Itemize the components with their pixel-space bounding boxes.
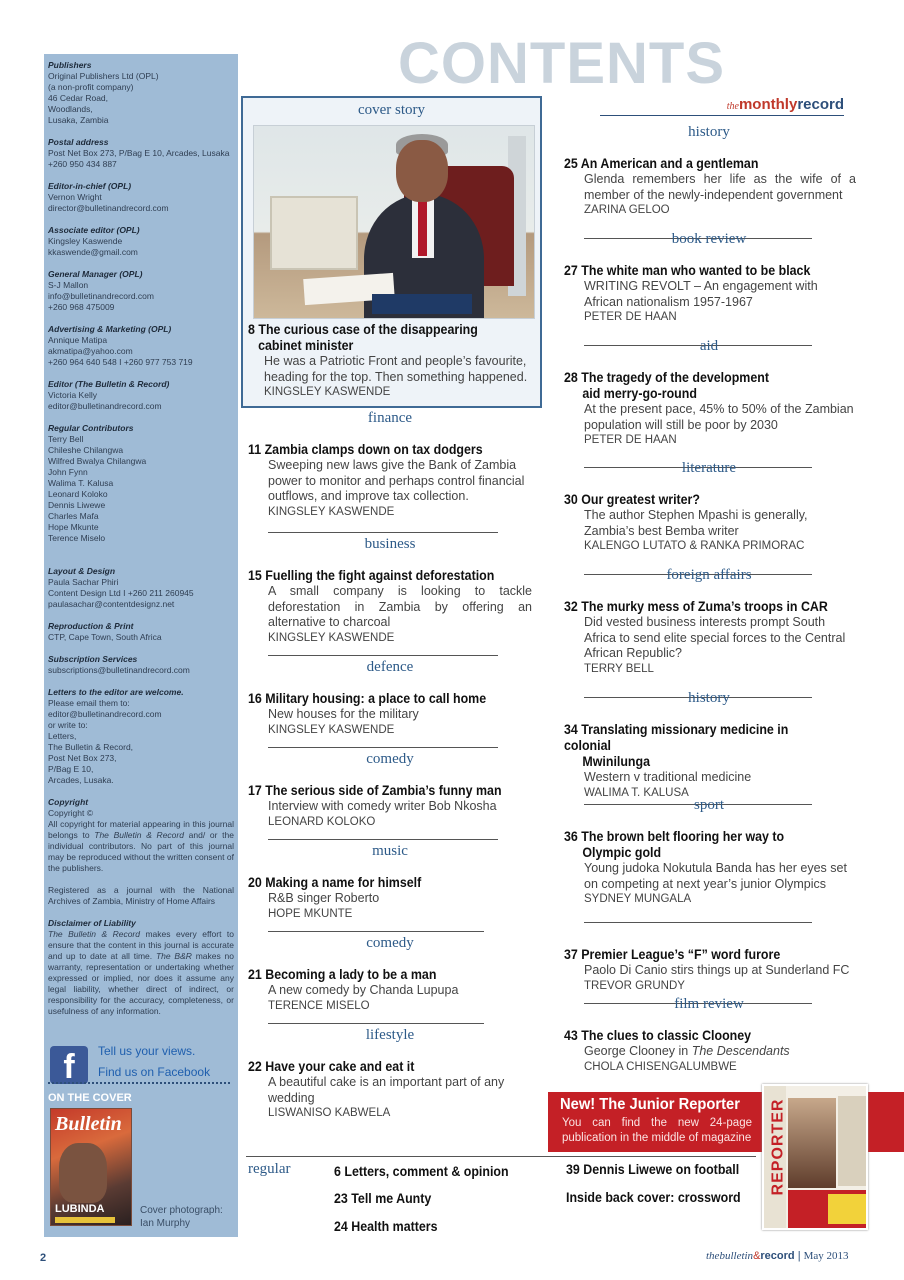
article-title[interactable] bbox=[564, 370, 833, 402]
article-title[interactable] bbox=[564, 156, 833, 172]
footer-brand: thebulletin&record | May 2013 bbox=[706, 1250, 849, 1262]
section-head: business bbox=[364, 536, 416, 552]
sidebar-block-line: editor@bulletinandrecord.com bbox=[48, 709, 162, 719]
article-title[interactable] bbox=[564, 1028, 833, 1044]
section-divider bbox=[268, 532, 498, 533]
section-head: aid bbox=[699, 338, 719, 354]
article-author: ZARINA GELOO bbox=[584, 204, 670, 216]
sidebar-block-line: paulasachar@contentdesignz.net bbox=[48, 599, 175, 609]
article-entry[interactable] bbox=[564, 156, 856, 218]
sidebar-block-line: Vernon Wright bbox=[48, 192, 102, 202]
sidebar-block bbox=[48, 225, 234, 258]
section-head: lifestyle bbox=[365, 1027, 415, 1043]
article-desc: Young judoka Nokutula Banda has her eyes set on competing at next year’s junior Olympics bbox=[584, 861, 847, 891]
sidebar-block-head: General Manager (OPL) bbox=[48, 269, 143, 279]
sidebar-block-line: Paula Sachar Phiri bbox=[48, 577, 119, 587]
article-author: KINGSLEY KASWENDE bbox=[268, 631, 395, 644]
sidebar-block-head: Publishers bbox=[48, 60, 92, 70]
article-desc: Western v traditional medicine bbox=[584, 770, 752, 784]
sidebar-block-line: Leonard Koloko bbox=[48, 489, 108, 499]
copyright-block bbox=[48, 797, 234, 874]
section-head: comedy bbox=[366, 751, 414, 767]
sidebar-block-line: Woodlands, bbox=[48, 104, 93, 114]
regular-item[interactable]: 39 Dennis Liwewe on football bbox=[566, 1162, 740, 1177]
sidebar-block-line: kkaswende@gmail.com bbox=[48, 247, 138, 257]
article-title[interactable] bbox=[564, 599, 833, 615]
sidebar-block-line: S-J Mallon bbox=[48, 280, 89, 290]
article-desc: A small company is looking to tackle deforestation in Zambia by offering an alternative to charcoal bbox=[268, 584, 532, 629]
article-author: PETER DE HAAN bbox=[584, 434, 677, 446]
article-title[interactable]: 20 Making a name for himself bbox=[248, 875, 422, 890]
sidebar-block-line: or write to: bbox=[48, 720, 88, 730]
regular-item[interactable]: 23 Tell me Aunty bbox=[334, 1191, 432, 1206]
sidebar-block-head: Advertising & Marketing (OPL) bbox=[48, 324, 172, 334]
article-title-line[interactable]: 36 The brown belt flooring her way to bbox=[564, 829, 785, 844]
facebook-icon[interactable]: f bbox=[50, 1046, 88, 1084]
article-desc: WRITING REVOLT – An engagement with African nationalism 1957-1967 bbox=[584, 279, 818, 309]
section-head-regular: regular bbox=[248, 1161, 291, 1177]
article-author: TREVOR GRUNDY bbox=[584, 979, 685, 992]
copyright-text: All copyright for material appearing in this journal belongs to The Bulletin & Record and/ or the individual contributors. No part of this journal may be reproduced without the written consent of the publishers. bbox=[48, 819, 234, 873]
sidebar-block-line: Please email them to: bbox=[48, 698, 130, 708]
facebook-line-1[interactable]: Tell us your views. bbox=[98, 1044, 196, 1058]
sidebar-block bbox=[48, 687, 234, 786]
article-title[interactable]: 15 Fuelling the fight against deforestation bbox=[248, 568, 495, 583]
article-author: KALENGO LUTATO & RANKA PRIMORAC bbox=[584, 540, 805, 552]
sidebar-block bbox=[48, 324, 234, 368]
cover-thumbnail bbox=[50, 1108, 132, 1226]
sidebar-block-line: editor@bulletinandrecord.com bbox=[48, 401, 162, 411]
sidebar-block-line: Content Design Ltd I +260 211 260945 bbox=[48, 588, 194, 598]
sidebar-block-line: P/Bag E 10, bbox=[48, 764, 94, 774]
sidebar-block-line: +260 964 640 548 I +260 977 753 719 bbox=[48, 357, 193, 367]
sidebar-block bbox=[48, 60, 234, 126]
sidebar-block-line: subscriptions@bulletinandrecord.com bbox=[48, 665, 190, 675]
article-title[interactable] bbox=[564, 829, 833, 861]
sidebar-blocks bbox=[48, 60, 234, 786]
section-head: literature bbox=[681, 460, 737, 476]
sidebar-block-line: Wilfred Bwalya Chilangwa bbox=[48, 456, 147, 466]
sidebar-block-line: Arcades, Lusaka. bbox=[48, 775, 114, 785]
junior-reporter-title[interactable]: New! The Junior Reporter bbox=[560, 1096, 740, 1113]
sidebar-block-line: Charles Mafa bbox=[48, 511, 99, 521]
sidebar-block-head: Editor (The Bulletin & Record) bbox=[48, 379, 170, 389]
sidebar-block-line: Post Net Box 273, P/Bag E 10, Arcades, Lusaka bbox=[48, 148, 230, 158]
regular-item[interactable]: 24 Health matters bbox=[334, 1219, 438, 1234]
section-head: history bbox=[688, 690, 730, 706]
article-title[interactable]: 17 The serious side of Zambia’s funny man bbox=[248, 783, 502, 798]
sidebar-block-head: Letters to the editor are welcome. bbox=[48, 687, 184, 697]
article-desc-italic: The Descendants bbox=[691, 1044, 790, 1058]
registered-block bbox=[48, 885, 234, 907]
sidebar-block bbox=[48, 137, 234, 170]
junior-cover-label: REPORTER bbox=[769, 1098, 787, 1196]
article-entry[interactable] bbox=[564, 1028, 856, 1075]
sidebar-block-line: CTP, Cape Town, South Africa bbox=[48, 632, 162, 642]
article-title[interactable]: 8 The curious case of the disappearing cabinet minister bbox=[248, 322, 478, 353]
section-divider bbox=[268, 839, 498, 840]
cover-story-photo bbox=[253, 125, 535, 319]
article-author: HOPE MKUNTE bbox=[268, 907, 353, 920]
section-head: finance bbox=[367, 410, 413, 426]
regular-divider bbox=[246, 1156, 756, 1157]
section-head: comedy bbox=[366, 935, 414, 951]
article-desc: Sweeping new laws give the Bank of Zambia power to monitor and perhaps control financial outflows, and improve tax collection. bbox=[268, 458, 525, 503]
article-desc: A beautiful cake is an important part of any wedding bbox=[268, 1075, 505, 1105]
section-head: history bbox=[688, 124, 730, 140]
disclaimer-text: The Bulletin & Record makes every effort to ensure that the content in this journal is accurate and up to date at all time. The B&R makes no warranty, representation or undertaking whether expressed or implied, nor does it assume any legal liability, whether direct of indirect, or responsibility for the accuracy, completeness, or usefulness of any information. bbox=[48, 929, 234, 1016]
masthead-sidebar bbox=[44, 54, 238, 1237]
article-title-line[interactable]: 27 The white man who wanted to be black bbox=[564, 263, 811, 278]
article-entry[interactable] bbox=[564, 722, 856, 801]
cover-story-box bbox=[241, 96, 542, 408]
article-title-line[interactable]: 32 The murky mess of Zuma’s troops in CAR bbox=[564, 599, 828, 614]
sidebar-block-line: akmatipa@yahoo.com bbox=[48, 346, 133, 356]
article-entry[interactable] bbox=[248, 442, 532, 520]
article-title[interactable] bbox=[564, 722, 833, 770]
article-entry[interactable] bbox=[248, 691, 532, 738]
article-entry[interactable] bbox=[564, 492, 856, 554]
section-head: sport bbox=[694, 797, 724, 813]
cover-story-article[interactable] bbox=[248, 322, 540, 400]
cover-thumbnail-portrait bbox=[59, 1143, 107, 1203]
copyright-head: Copyright bbox=[48, 797, 89, 807]
sidebar-block bbox=[48, 654, 234, 676]
sidebar-block bbox=[48, 423, 234, 544]
facebook-box[interactable] bbox=[50, 1044, 232, 1092]
sidebar-block-line: director@bulletinandrecord.com bbox=[48, 203, 169, 213]
article-desc-text: George Clooney in bbox=[584, 1044, 692, 1058]
facebook-line-2[interactable]: Find us on Facebook bbox=[98, 1065, 211, 1079]
sidebar-block-head: Reproduction & Print bbox=[48, 621, 134, 631]
sidebar-block-line: Kingsley Kaswende bbox=[48, 236, 123, 246]
sidebar-block-line: Victoria Kelly bbox=[48, 390, 97, 400]
section-divider bbox=[268, 655, 498, 656]
article-author: KINGSLEY KASWENDE bbox=[268, 505, 395, 518]
article-title[interactable]: 22 Have your cake and eat it bbox=[248, 1059, 415, 1074]
article-desc bbox=[564, 1044, 856, 1060]
article-entry[interactable] bbox=[564, 947, 856, 994]
sidebar-block-line: 46 Cedar Road, bbox=[48, 93, 109, 103]
article-title-line[interactable]: 37 Premier League’s “F” word furore bbox=[564, 947, 781, 962]
article-entry[interactable] bbox=[564, 829, 856, 907]
article-author: LISWANISO KABWELA bbox=[268, 1107, 391, 1119]
article-desc: Interview with comedy writer Bob Nkosha bbox=[268, 799, 497, 813]
section-head: foreign affairs bbox=[666, 567, 752, 583]
section-head: film review bbox=[674, 996, 744, 1012]
article-author: KINGSLEY KASWENDE bbox=[264, 386, 391, 398]
article-entry[interactable] bbox=[248, 967, 532, 1014]
dotted-divider bbox=[48, 1082, 230, 1084]
article-title[interactable]: 16 Military housing: a place to call home bbox=[248, 691, 487, 706]
article-author: TERRY BELL bbox=[584, 662, 654, 675]
sidebar-block-head: Associate editor (OPL) bbox=[48, 225, 140, 235]
article-desc: Did vested business interests prompt South Africa to send elite special forces to the Central African Republic? bbox=[584, 615, 846, 660]
cover-thumbnail-name: LUBINDA bbox=[55, 1203, 105, 1215]
junior-reporter-desc: You can find the new 24-page publication in the middle of magazine bbox=[562, 1117, 752, 1144]
article-title-line[interactable]: 25 An American and a gentleman bbox=[564, 156, 759, 171]
article-author: LEONARD KOLOKO bbox=[268, 815, 376, 828]
on-the-cover-title: ON THE COVER bbox=[48, 1092, 132, 1104]
sidebar-block-line: Walima T. Kalusa bbox=[48, 478, 114, 488]
sidebar-block-line: John Fynn bbox=[48, 467, 88, 477]
article-author: SYDNEY MUNGALA bbox=[584, 893, 692, 905]
article-author: CHOLA CHISENGALUMBWE bbox=[584, 1060, 737, 1073]
article-entry[interactable] bbox=[564, 370, 856, 448]
sidebar-block-line: Letters, bbox=[48, 731, 77, 741]
sidebar-block-line: The Bulletin & Record, bbox=[48, 742, 134, 752]
article-desc: He was a Patriotic Front and people’s favourite, heading for the top. Then something happened. bbox=[264, 354, 528, 384]
sidebar-block bbox=[48, 269, 234, 313]
sidebar-block-line: info@bulletinandrecord.com bbox=[48, 291, 154, 301]
article-title-line[interactable]: 28 The tragedy of the development bbox=[564, 370, 769, 385]
sidebar-block-line: +260 968 475009 bbox=[48, 302, 115, 312]
disclaimer-head: Disclaimer of Liability bbox=[48, 918, 136, 928]
section-head: defence bbox=[366, 659, 414, 675]
page-number: 2 bbox=[40, 1252, 47, 1264]
disclaimer-block bbox=[48, 918, 234, 1017]
article-entry[interactable] bbox=[248, 875, 532, 922]
article-title-line[interactable]: Mwinilunga bbox=[582, 754, 651, 769]
sidebar-block-line: Original Publishers Ltd (OPL) bbox=[48, 71, 159, 81]
sidebar-block-line: Terence Miselo bbox=[48, 533, 106, 543]
article-title-line[interactable]: 34 Translating missionary medicine in colonial bbox=[564, 722, 789, 753]
sidebar-block-line: Post Net Box 273, bbox=[48, 753, 117, 763]
article-title[interactable]: 21 Becoming a lady to be a man bbox=[248, 967, 437, 982]
registered-text: Registered as a journal with the National Archives of Zambia, Ministry of Home Affairs bbox=[48, 885, 234, 906]
copyright-line: Copyright © bbox=[48, 808, 94, 818]
article-title[interactable] bbox=[564, 947, 833, 963]
sidebar-block-line: +260 950 434 887 bbox=[48, 159, 117, 169]
section-divider bbox=[584, 922, 812, 923]
section-divider bbox=[268, 747, 498, 748]
article-desc: New houses for the military bbox=[268, 707, 419, 721]
article-desc: R&B singer Roberto bbox=[268, 891, 380, 905]
section-divider bbox=[268, 1023, 484, 1024]
article-entry[interactable] bbox=[248, 783, 532, 830]
sidebar-block-head: Regular Contributors bbox=[48, 423, 134, 433]
article-author: KINGSLEY KASWENDE bbox=[268, 723, 395, 736]
sidebar-block-line: Hope Mkunte bbox=[48, 522, 99, 532]
article-title-line[interactable]: aid merry-go-round bbox=[582, 386, 697, 401]
article-entry[interactable] bbox=[564, 599, 856, 677]
article-title[interactable] bbox=[564, 263, 833, 279]
sidebar-block-line: Lusaka, Zambia bbox=[48, 115, 109, 125]
junior-reporter-cover bbox=[762, 1084, 868, 1230]
article-desc: Glenda remembers her life as the wife of a member of the newly-independent government bbox=[584, 172, 856, 202]
article-desc: The author Stephen Mpashi is generally, Zambia’s best Bemba writer bbox=[584, 508, 808, 538]
article-title-line[interactable]: 43 The clues to classic Clooney bbox=[564, 1028, 752, 1043]
sidebar-block-head: Postal address bbox=[48, 137, 109, 147]
article-desc: At the present pace, 45% to 50% of the Zambian population will still be poor by 2030 bbox=[584, 402, 854, 432]
sidebar-block-head: Subscription Services bbox=[48, 654, 138, 664]
sidebar-block bbox=[48, 379, 234, 412]
sidebar-block-line: Annique Matipa bbox=[48, 335, 108, 345]
cover-thumbnail-strip bbox=[55, 1217, 115, 1223]
section-head-cover-story: cover story bbox=[357, 102, 426, 118]
article-desc: A new comedy by Chanda Lupupa bbox=[268, 983, 459, 997]
article-desc: Paolo Di Canio stirs things up at Sunderland FC bbox=[584, 963, 850, 977]
sidebar-block bbox=[48, 181, 234, 214]
regular-item[interactable]: 6 Letters, comment & opinion bbox=[334, 1164, 509, 1179]
cover-thumbnail-masthead: Bulletin bbox=[55, 1113, 122, 1135]
article-author: WALIMA T. KALUSA bbox=[584, 786, 689, 799]
article-entry[interactable] bbox=[248, 1059, 532, 1121]
article-author: PETER DE HAAN bbox=[584, 311, 677, 323]
sidebar-block-head: Layout & Design bbox=[48, 566, 116, 576]
article-entry[interactable] bbox=[564, 263, 856, 325]
article-title[interactable]: 11 Zambia clamps down on tax dodgers bbox=[248, 442, 483, 457]
section-divider bbox=[268, 931, 484, 932]
article-title-line[interactable]: 30 Our greatest writer? bbox=[564, 492, 700, 507]
article-title-line[interactable]: Olympic gold bbox=[582, 845, 662, 860]
article-title[interactable] bbox=[564, 492, 833, 508]
section-head: music bbox=[372, 843, 408, 859]
sidebar-block bbox=[48, 621, 234, 643]
monthly-record-masthead: themonthlyrecord bbox=[600, 96, 844, 116]
sidebar-block bbox=[48, 566, 234, 610]
section-head: book review bbox=[671, 231, 747, 247]
article-entry[interactable] bbox=[248, 568, 532, 646]
sidebar-block-line: Dennis Liwewe bbox=[48, 500, 106, 510]
sidebar-block-line: Terry Bell bbox=[48, 434, 84, 444]
sidebar-block-line: (a non-profit company) bbox=[48, 82, 134, 92]
sidebar-block-head: Editor-in-chief (OPL) bbox=[48, 181, 132, 191]
sidebar-block-line: Chileshe Chilangwa bbox=[48, 445, 124, 455]
article-author: TERENCE MISELO bbox=[268, 999, 370, 1012]
regular-item[interactable]: Inside back cover: crossword bbox=[566, 1190, 741, 1205]
cover-credit: Cover photograph: Ian Murphy bbox=[140, 1205, 223, 1229]
page-title: CONTENTS bbox=[398, 31, 725, 96]
